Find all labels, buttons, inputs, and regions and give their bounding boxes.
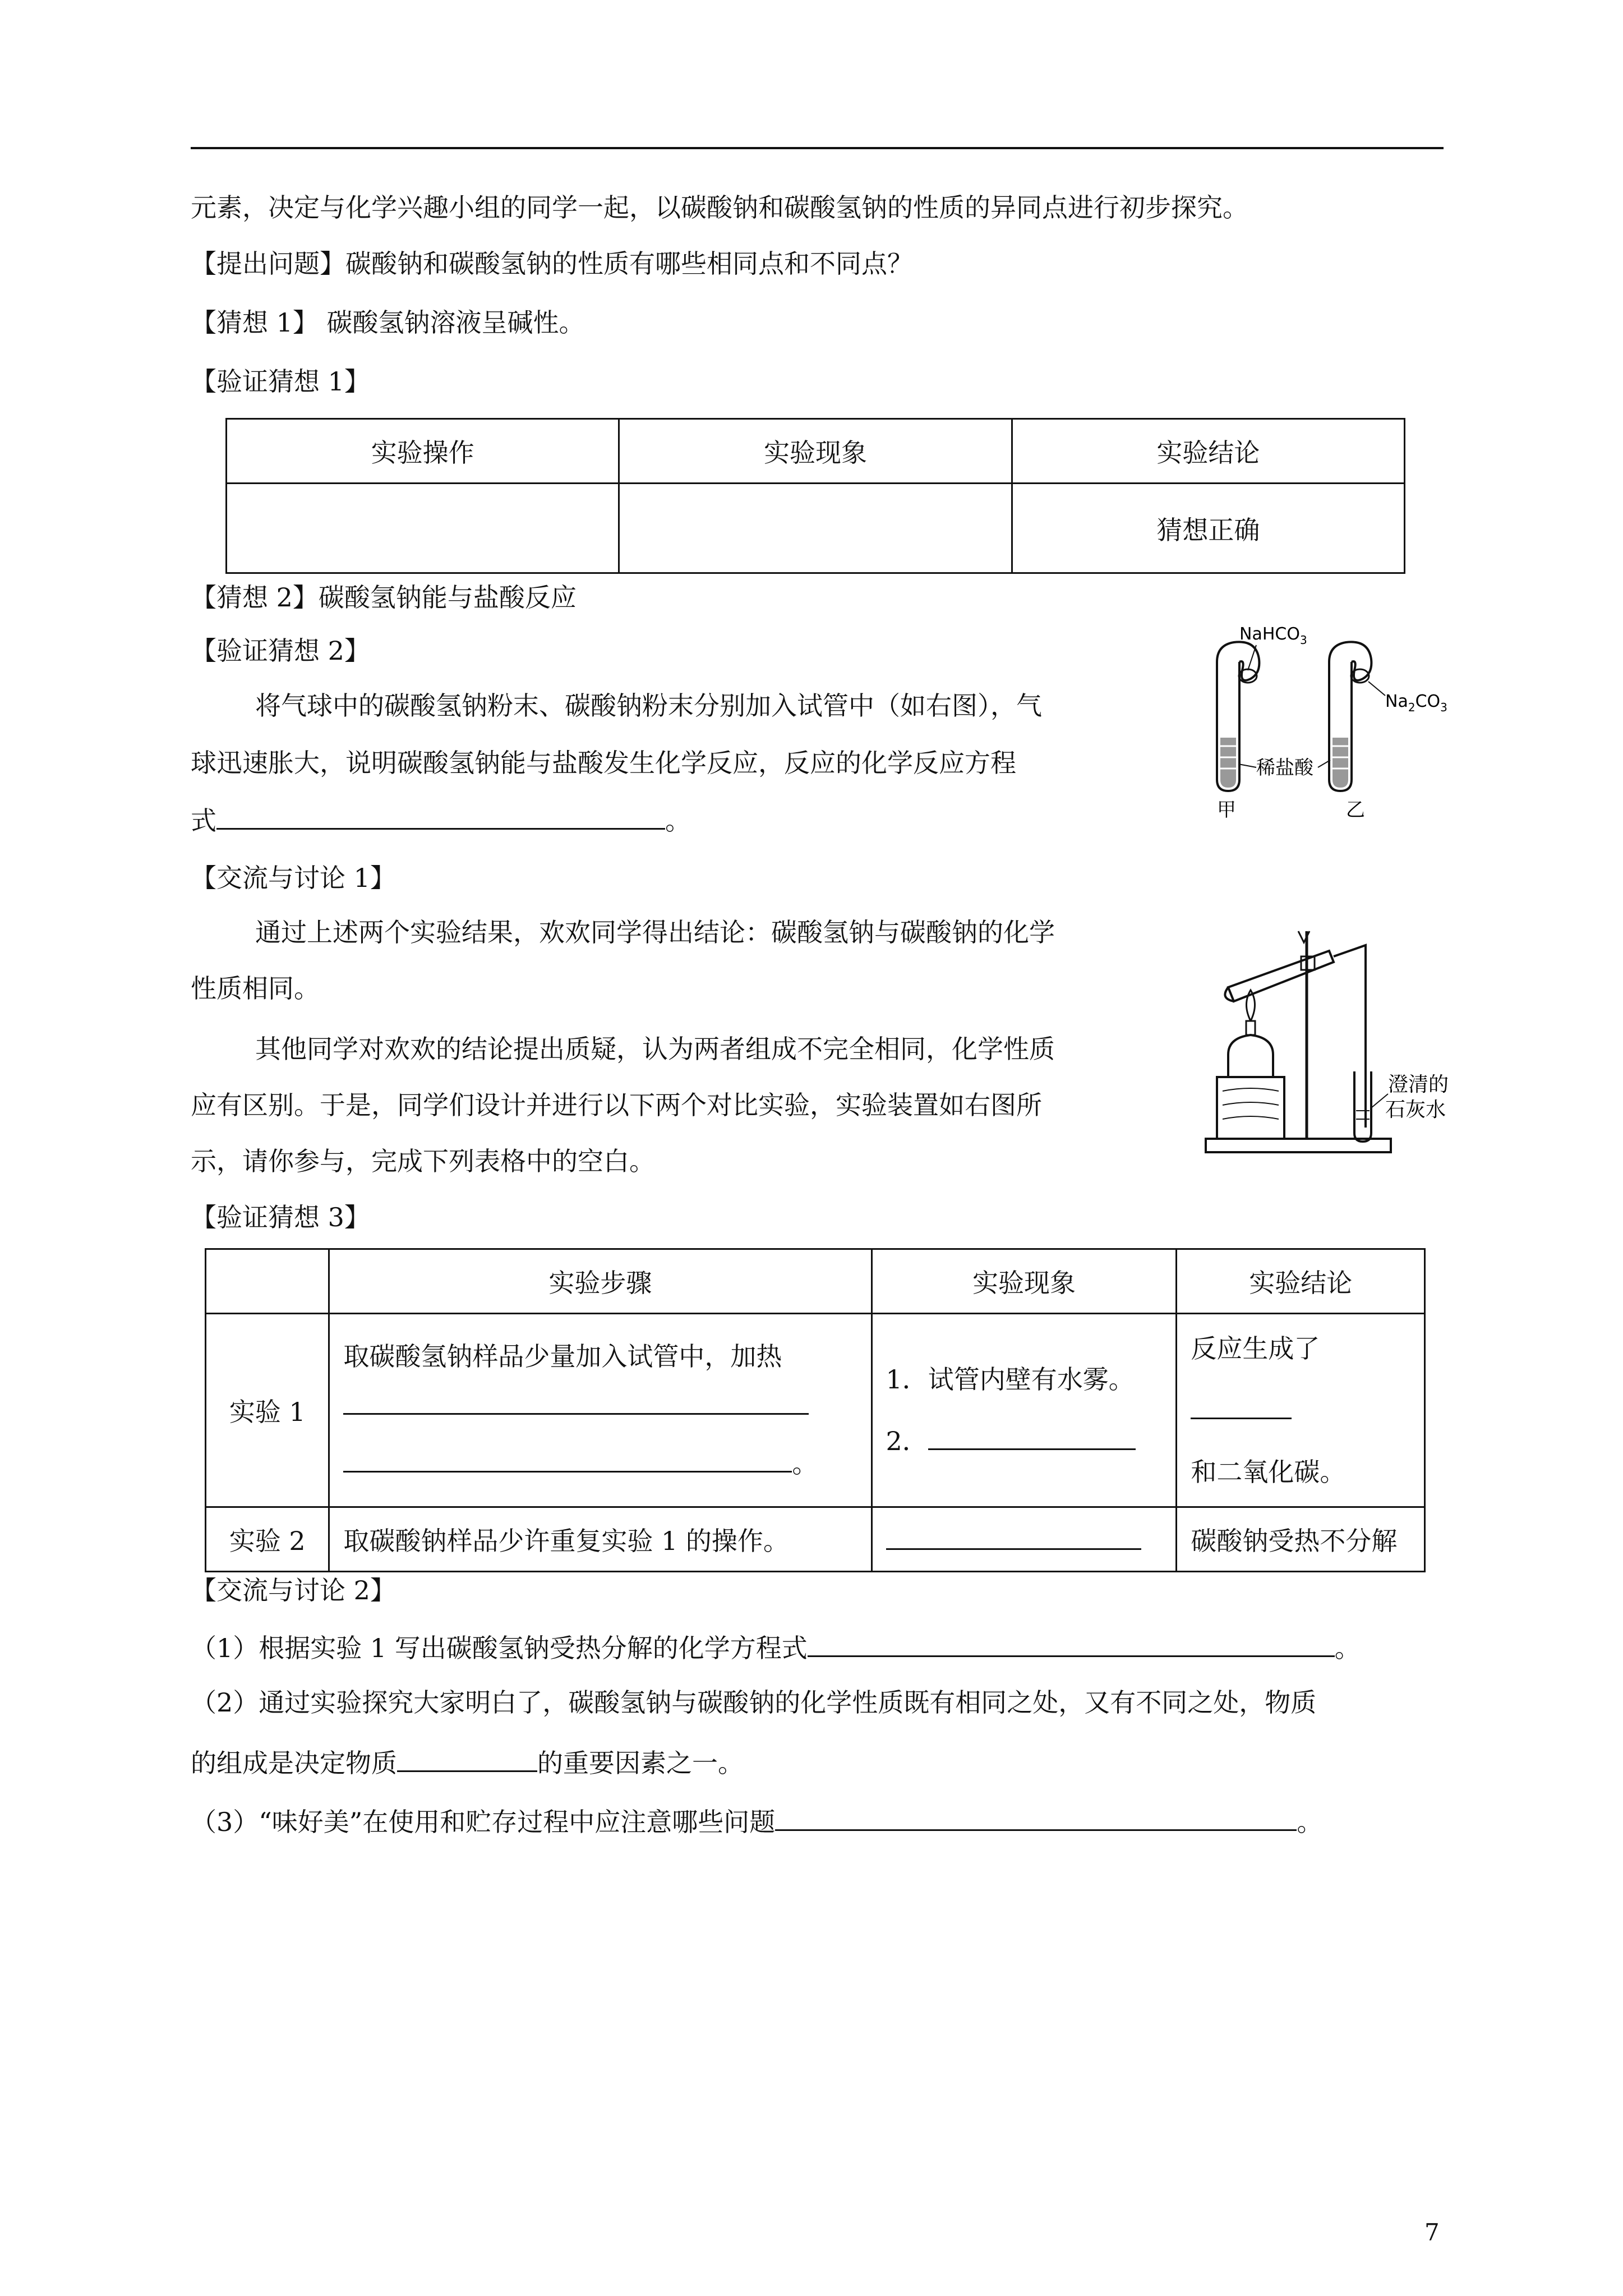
- table2-header-conclusion: 实验结论: [1177, 1249, 1425, 1314]
- table2-row1-name: 实验 1: [206, 1314, 329, 1507]
- table1-header-phenomenon: 实验现象: [619, 419, 1012, 484]
- row1-phen-2-label: 2．: [886, 1426, 928, 1456]
- discuss-2-q2-line2: [191, 1745, 744, 1780]
- q2-blank[interactable]: [397, 1745, 537, 1772]
- table1-header-conclusion: 实验结论: [1012, 419, 1404, 484]
- row1-concl-blank[interactable]: [1191, 1392, 1292, 1419]
- label-limewater-line1: 澄清的: [1388, 1073, 1449, 1096]
- label-na2co3: $Na_2CO_3$: [1385, 692, 1447, 714]
- discuss-1-p2-line3: 示，请你参与，完成下列表格中的空白。: [191, 1146, 655, 1176]
- q3-end: 。: [1297, 1807, 1323, 1837]
- row1-concl-line2: 和二氧化碳。: [1191, 1457, 1346, 1487]
- table2-row1-steps: [329, 1314, 872, 1507]
- row1-step-line1: 取碳酸氢钠样品少量加入试管中，加热: [343, 1341, 782, 1372]
- verify-2-line-2: 球迅速胀大，说明碳酸氢钠能与盐酸发生化学反应，反应的化学反应方程: [191, 748, 1016, 778]
- delivery-tube: [1334, 945, 1366, 1128]
- question-text: 【提出问题】碳酸钠和碳酸氢钠的性质有哪些相同点和不同点？: [191, 249, 913, 279]
- table2-row2-name: 实验 2: [206, 1507, 329, 1572]
- label-limewater-line2: 石灰水: [1385, 1098, 1446, 1121]
- row1-step-end: 。: [792, 1448, 818, 1479]
- q1-text: （1）根据实验 1 写出碳酸氢钠受热分解的化学方程式: [191, 1633, 808, 1663]
- table2-row2-conclusion: 碳酸钠受热不分解: [1177, 1507, 1425, 1572]
- header-rule: [191, 147, 1444, 149]
- table1-phenomenon-cell[interactable]: [619, 484, 1012, 573]
- row2-phen-blank[interactable]: [886, 1522, 1141, 1550]
- q3-text: （3）“味好美”在使用和贮存过程中应注意哪些问题: [191, 1807, 776, 1837]
- balloon-b-icon: [1329, 642, 1371, 680]
- label-jia: 甲: [1217, 799, 1236, 821]
- hypothesis-2: 【猜想 2】碳酸氢钠能与盐酸反应: [191, 582, 577, 613]
- verify-3-table: [205, 1248, 1426, 1572]
- row1-phen-1: 1．试管内壁有水雾。: [886, 1364, 1135, 1395]
- discuss-2-q2-line1: （2）通过实验探究大家明白了，碳酸氢钠与碳酸钠的化学性质既有相同之处，又有不同之处，物质: [191, 1687, 1317, 1718]
- q1-blank[interactable]: [808, 1630, 1335, 1657]
- acid-liquid-a: [1220, 738, 1236, 788]
- label-dilute-hcl: 稀盐酸: [1256, 757, 1313, 779]
- discuss-1-heading: 【交流与讨论 1】: [191, 863, 396, 893]
- heated-test-tube: [1228, 951, 1334, 1001]
- row1-step-blank-2[interactable]: [343, 1445, 792, 1473]
- discuss-1-p2-line2: 应有区别。于是，同学们设计并进行以下两个对比实验，实验装置如右图所: [191, 1090, 1042, 1120]
- acid-liquid-b: [1332, 738, 1348, 788]
- figure-heating-apparatus: [1195, 926, 1486, 1161]
- table1-operation-cell[interactable]: [227, 484, 619, 573]
- row1-concl-line1: 反应生成了: [1191, 1333, 1320, 1364]
- verify-2-line-1: 将气球中的碳酸氢钠粉末、碳酸钠粉末分别加入试管中（如右图），气: [255, 691, 1042, 721]
- q2-suffix: 的重要因素之一。: [537, 1748, 744, 1778]
- q2-prefix: 的组成是决定物质: [191, 1748, 397, 1778]
- discuss-2-q1: [191, 1630, 1361, 1665]
- discuss-1-p1-line1: 通过上述两个实验结果，欢欢同学得出结论：碳酸氢钠与碳酸钠的化学: [255, 917, 1055, 947]
- table2-row1-phenomenon: [872, 1314, 1177, 1507]
- table2-row2-steps: 取碳酸钠样品少许重复实验 1 的操作。: [329, 1507, 872, 1572]
- page-number: 7: [1424, 2219, 1440, 2246]
- q1-end: 。: [1334, 1633, 1361, 1663]
- verify-3-heading: 【验证猜想 3】: [191, 1202, 370, 1232]
- intro-text: 元素，决定与化学兴趣小组的同学一起，以碳酸钠和碳酸氢钠的性质的异同点进行初步探究。: [191, 192, 1248, 223]
- discuss-2-q3: [191, 1803, 1322, 1839]
- discuss-1-p2-line1: 其他同学对欢欢的结论提出质疑，认为两者组成不完全相同，化学性质: [255, 1034, 1055, 1064]
- discuss-1-p1-line2: 性质相同。: [191, 973, 320, 1004]
- receiving-test-tube: [1354, 1071, 1371, 1142]
- hypothesis-1: 【猜想 1】 碳酸氢钠溶液呈碱性。: [191, 307, 585, 338]
- alcohol-lamp-icon: [1228, 1035, 1273, 1077]
- table2-row2-phenomenon: [872, 1507, 1177, 1572]
- figure-test-tubes: [1178, 617, 1469, 825]
- table1-conclusion-cell: 猜想正确: [1012, 484, 1404, 573]
- table2-row1-conclusion: [1177, 1314, 1425, 1507]
- equation-blank[interactable]: [216, 802, 665, 830]
- wood-block: [1217, 1077, 1284, 1139]
- verify-1-table: [225, 418, 1405, 574]
- verify-2-line-3-prefix: 式: [191, 806, 216, 836]
- balloon-a-icon: [1217, 642, 1259, 680]
- verify-2-line-3: [191, 802, 691, 838]
- verify-2-line-3-suffix: 。: [665, 806, 691, 836]
- row1-step-blank-1[interactable]: [343, 1387, 809, 1415]
- q3-blank[interactable]: [775, 1803, 1297, 1831]
- discuss-2-heading: 【交流与讨论 2】: [191, 1575, 396, 1605]
- row1-phen-blank[interactable]: [928, 1423, 1136, 1450]
- verify-1-heading: 【验证猜想 1】: [191, 366, 370, 397]
- label-yi: 乙: [1346, 799, 1365, 821]
- verify-2-heading: 【验证猜想 2】: [191, 636, 370, 666]
- label-nahco3: NaHCO$_3$: [1239, 624, 1307, 647]
- table2-header-blank: [206, 1249, 329, 1314]
- table2-header-phenomenon: 实验现象: [872, 1249, 1177, 1314]
- table2-header-steps: 实验步骤: [329, 1249, 872, 1314]
- table1-header-operation: 实验操作: [227, 419, 619, 484]
